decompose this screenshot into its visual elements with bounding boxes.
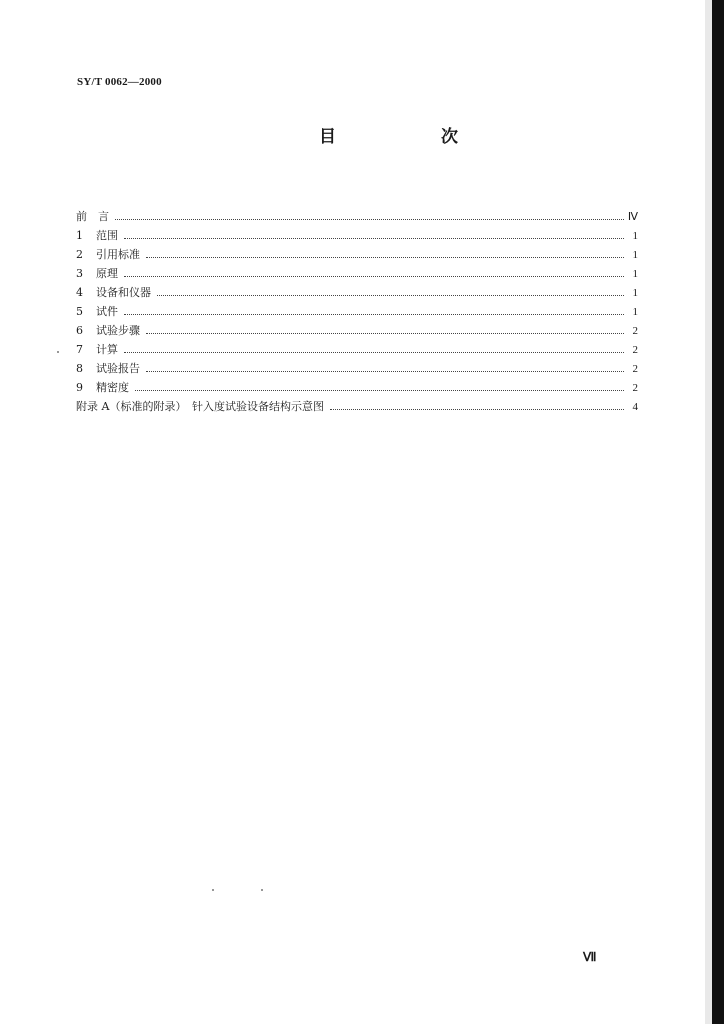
toc-entry-number: 3 xyxy=(76,267,83,280)
toc-entry-label: 引用标准 xyxy=(96,248,140,261)
toc-entry-label: 附录 A（标准的附录） 针入度试验设备结构示意图 xyxy=(76,400,324,413)
toc-dot-leader xyxy=(124,276,624,277)
toc-dot-leader xyxy=(135,390,624,391)
toc-entry-number: 9 xyxy=(76,381,83,394)
toc-entry[interactable] xyxy=(76,227,638,246)
toc-entry-number: 6 xyxy=(76,324,83,337)
toc-entry-number: 8 xyxy=(76,362,83,375)
toc-entry-page: 4 xyxy=(632,401,638,413)
toc-entry-label: 范围 xyxy=(96,229,118,242)
scan-speck xyxy=(212,889,214,891)
toc-entry[interactable] xyxy=(76,398,638,417)
toc-entry-page: 2 xyxy=(632,325,638,337)
toc-entry[interactable] xyxy=(76,379,638,398)
page-title: 目 次 xyxy=(319,127,502,147)
page-number: Ⅶ xyxy=(583,950,597,964)
toc-entry-page: 1 xyxy=(632,230,638,242)
toc-entry[interactable] xyxy=(76,208,638,227)
toc-dot-leader xyxy=(146,257,624,258)
toc-entry-number: 7 xyxy=(76,343,83,356)
toc-dot-leader xyxy=(330,409,624,410)
toc-entry-label: 精密度 xyxy=(96,381,129,394)
toc-entry-number: 2 xyxy=(76,248,83,261)
toc-entry-label: 原理 xyxy=(96,267,118,280)
toc-dot-leader xyxy=(124,352,624,353)
toc-dot-leader xyxy=(124,314,624,315)
toc-entry-page: 1 xyxy=(632,249,638,261)
scan-edge-shadow xyxy=(705,0,712,1024)
table-of-contents xyxy=(76,208,638,417)
toc-entry-page: 2 xyxy=(632,363,638,375)
toc-entry[interactable] xyxy=(76,284,638,303)
toc-entry-page: 1 xyxy=(632,306,638,318)
toc-dot-leader xyxy=(157,295,624,296)
toc-entry[interactable] xyxy=(76,360,638,379)
toc-dot-leader xyxy=(115,219,624,220)
toc-entry-page: 2 xyxy=(632,382,638,394)
toc-dot-leader xyxy=(146,333,624,334)
toc-entry[interactable] xyxy=(76,341,638,360)
toc-entry[interactable] xyxy=(76,246,638,265)
scan-speck xyxy=(57,351,59,353)
toc-entry-number: 1 xyxy=(76,229,83,242)
toc-entry-number: 5 xyxy=(76,305,83,318)
toc-entry-label: 试验步骤 xyxy=(96,324,140,337)
toc-entry[interactable] xyxy=(76,322,638,341)
toc-entry-page: 1 xyxy=(632,268,638,280)
toc-entry-label: 计算 xyxy=(96,343,118,356)
toc-entry-label: 设备和仪器 xyxy=(96,286,151,299)
toc-entry-page: 1 xyxy=(632,287,638,299)
toc-dot-leader xyxy=(146,371,624,372)
scan-speck xyxy=(261,889,263,891)
standard-code: SY/T 0062—2000 xyxy=(77,76,162,88)
toc-entry-label: 试验报告 xyxy=(96,362,140,375)
toc-entry-number: 4 xyxy=(76,286,83,299)
toc-dot-leader xyxy=(124,238,624,239)
toc-entry[interactable] xyxy=(76,265,638,284)
toc-entry[interactable] xyxy=(76,303,638,322)
toc-entry-page: Ⅳ xyxy=(627,211,638,223)
toc-entry-label: 试件 xyxy=(96,305,118,318)
scan-edge-border xyxy=(712,0,724,1024)
toc-entry-label: 前 言 xyxy=(76,210,109,223)
toc-entry-page: 2 xyxy=(632,344,638,356)
